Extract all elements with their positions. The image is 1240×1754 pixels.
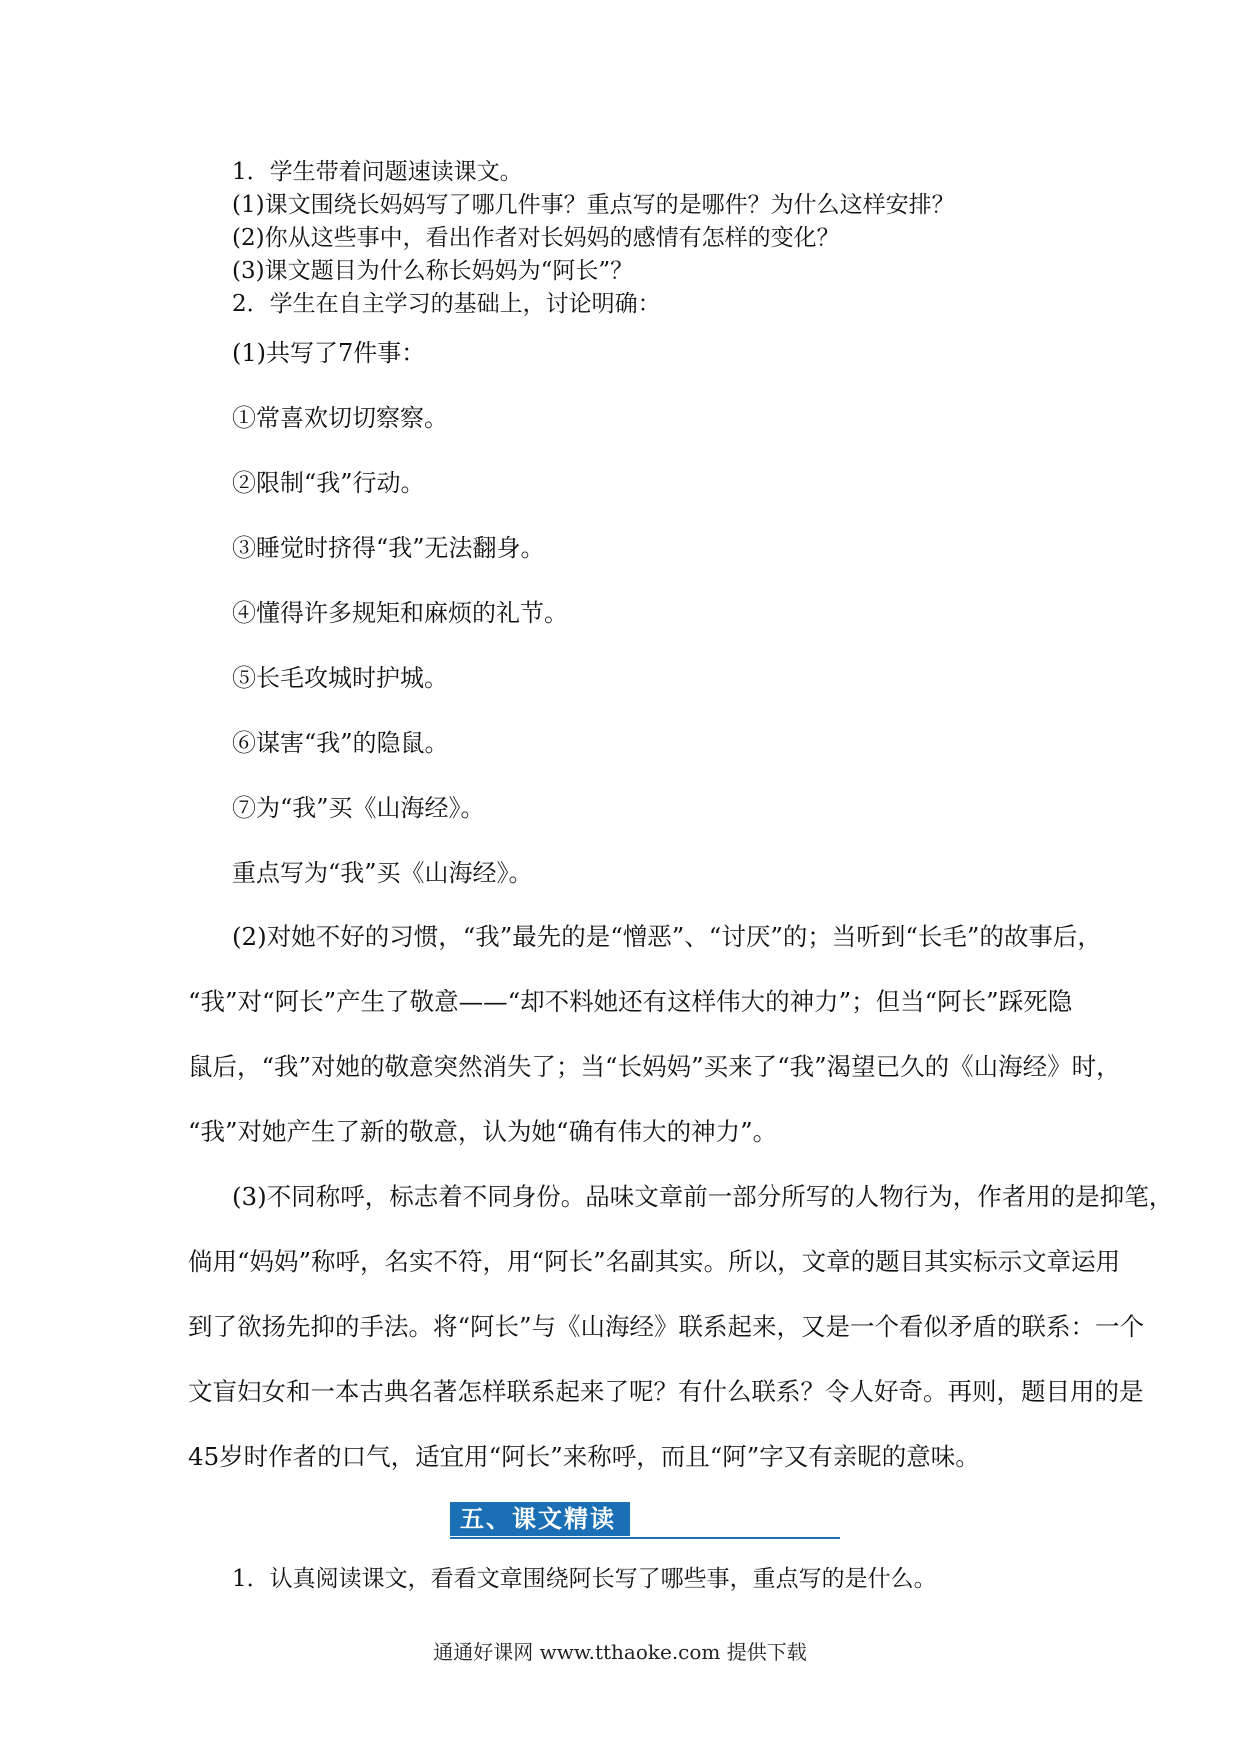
item-1-instruction: 1．学生带着问题速读课文。 xyxy=(232,159,523,185)
event-item: ②限制“我”行动。 xyxy=(232,469,425,497)
answer-3-line: 文盲妇女和一本古典名著怎样联系起来了呢？有什么联系？令人好奇。再则，题目用的是 xyxy=(188,1377,1144,1406)
answer-1-focus: 重点写为“我”买《山海经》。 xyxy=(232,859,533,887)
answer-2-line: (2)对她不好的习惯，“我”最先的是“憎恶”、“讨厌”的；当听到“长毛”的故事后， xyxy=(232,922,1102,951)
answer-3-line: 45岁时作者的口气，适宜用“阿长”来称呼，而且“阿”字又有亲昵的意味。 xyxy=(188,1442,980,1471)
answer-3-line: 倘用“妈妈”称呼，名实不符，用“阿长”名副其实。所以，文章的题目其实标示文章运用 xyxy=(188,1247,1121,1276)
answer-3-line: 到了欲扬先抑的手法。将“阿长”与《山海经》联系起来，又是一个看似矛盾的联系：一个 xyxy=(188,1312,1145,1341)
question-2: (2)你从这些事中，看出作者对长妈妈的感情有怎样的变化？ xyxy=(232,225,840,251)
answer-2-line: “我”对她产生了新的敬意，认为她“确有伟大的神力”。 xyxy=(188,1117,778,1146)
page-footer: 通通好课网 www.tthaoke.com 提供下载 xyxy=(433,1640,807,1664)
event-item: ④懂得许多规矩和麻烦的礼节。 xyxy=(232,599,568,627)
section-heading xyxy=(450,1502,840,1540)
event-item: ⑦为“我”买《山海经》。 xyxy=(232,794,485,822)
section-heading-bar xyxy=(618,1506,622,1534)
section-heading-rule xyxy=(450,1537,840,1539)
answer-1-intro: (1)共写了7件事： xyxy=(232,339,426,367)
event-item: ①常喜欢切切察察。 xyxy=(232,404,448,432)
item-2-instruction: 2．学生在自主学习的基础上，讨论明确： xyxy=(232,291,661,317)
event-item: ③睡觉时挤得“我”无法翻身。 xyxy=(232,534,545,562)
answer-2-line: “我”对“阿长”产生了敬意——“却不料她还有这样伟大的神力”；但当“阿长”踩死隐 xyxy=(188,987,1073,1016)
answer-2-line: 鼠后，“我”对她的敬意突然消失了；当“长妈妈”买来了“我”渴望已久的《山海经》时， xyxy=(188,1052,1121,1081)
event-item: ⑥谋害“我”的隐鼠。 xyxy=(232,729,449,757)
event-item: ⑤长毛攻城时护城。 xyxy=(232,664,448,692)
question-1: (1)课文围绕长妈妈写了哪几件事？重点写的是哪件？为什么这样安排？ xyxy=(232,192,955,218)
answer-3-line: (3)不同称呼，标志着不同身份。品味文章前一部分所写的人物行为，作者用的是抑笔， xyxy=(232,1182,1174,1211)
question-3: (3)课文题目为什么称长妈妈为“阿长”？ xyxy=(232,258,634,284)
section-heading-title: 五、课文精读 xyxy=(450,1502,630,1536)
section-5-item-1: 1．认真阅读课文，看看文章围绕阿长写了哪些事，重点写的是什么。 xyxy=(232,1566,937,1592)
